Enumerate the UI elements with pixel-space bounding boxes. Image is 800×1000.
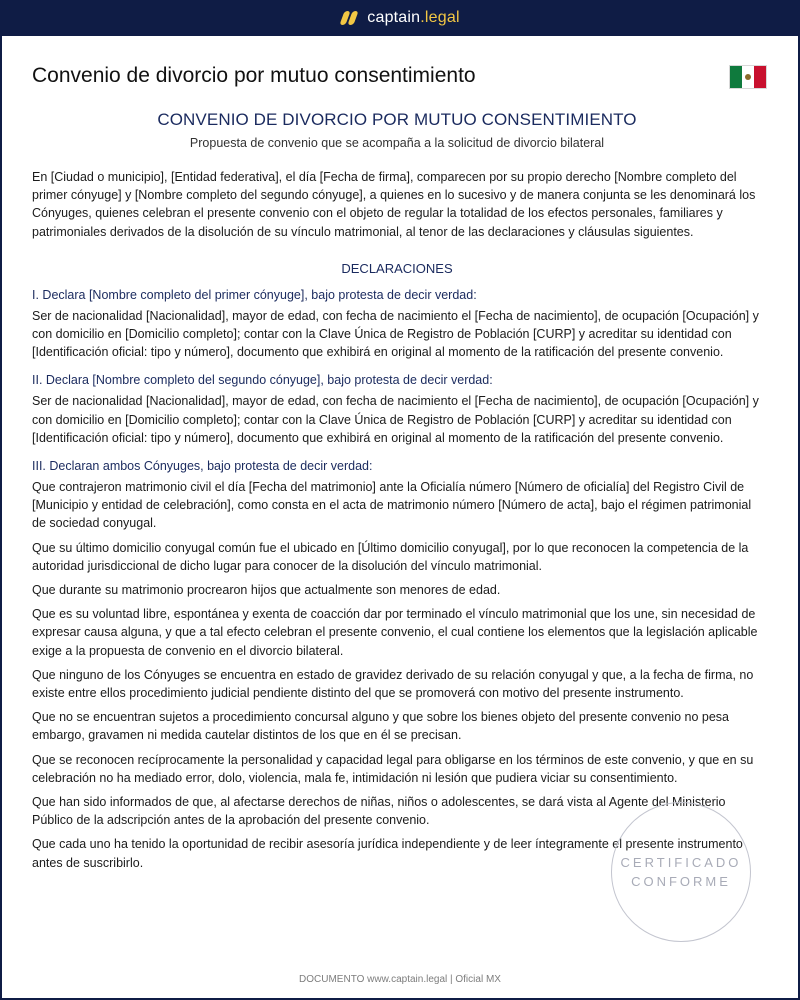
document-header [32, 64, 768, 94]
declaration-3-item: Que contrajeron matrimonio civil el día [Fecha del matrimonio] ante la Oficialía número [Número de oficialía] del Registro Civil de [Municipio y entidad de celebración], como consta en el acta de matrimonio número [Número de acta], bajo el régimen patrimonial de sociedad conyugal. [32, 480, 752, 531]
declaration-3-item: Que no se encuentran sujetos a procedimiento concursal alguno y que sobre los bienes objeto del presente convenio no pesa embargo, gravamen ni medida cautelar distintos de los que en él se precisan. [32, 710, 729, 743]
declaration-1-text: Ser de nacionalidad [Nacionalidad], mayor de edad, con fecha de nacimiento el [Fecha de nacimiento], de ocupación [Ocupación] y con domicilio en [Domicilio completo]; contar con la Clave Única de Registro de Población [CURP] y acreditar su identidad con [Identificación oficial: tipo y número], documento que exhibirá en original al momento de la ratificación del presente convenio. [32, 308, 759, 360]
document-body [32, 110, 762, 872]
declaration-3-item: Que cada uno ha tenido la oportunidad de recibir asesoría jurídica independiente y de leer íntegramente el presente instrumento antes de suscribirlo. [32, 837, 743, 870]
certification-stamp [611, 802, 751, 942]
brand-bar [0, 0, 800, 36]
declaration-3-item: Que durante su matrimonio procrearon hijos que actualmente son menores de edad. [32, 583, 501, 598]
declaration-3-item: Que su último domicilio conyugal común fue el ubicado en [Último domicilio conyugal], por lo que reconocen la competencia de la autoridad jurisdiccional de dicho lugar para conocer de la disolución del vínculo matrimonial. [32, 540, 749, 573]
document-heading: CONVENIO DE DIVORCIO POR MUTUO CONSENTIMIENTO [157, 110, 637, 129]
footer-text: DOCUMENTO www.captain.legal | Oficial MX [299, 974, 501, 985]
declaration-3-item: Que han sido informados de que, al afectarse derechos de niñas, niños o adolescentes, se dará vista al Agente del Ministerio Público de la adscripción antes de la aprobación del presente convenio. [32, 795, 726, 828]
declaration-3-item: Que se reconocen recíprocamente la personalidad y capacidad legal para obligarse en los términos de este convenio, y que en su celebración no ha mediado error, dolo, violencia, mala fe, intimidación ni lesión que pudiera viciar su consentimiento. [32, 752, 754, 785]
declaration-2-text: Ser de nacionalidad [Nacionalidad], mayor de edad, con fecha de nacimiento el [Fecha de nacimiento], de ocupación [Ocupación] y con domicilio en [Domicilio completo]; contar con la Clave Única de Registro de Población [CURP] y acreditar su identidad con [Identificación oficial: tipo y número], documento que exhibirá en original al momento de la ratificación del presente convenio. [32, 394, 759, 445]
intro-paragraph: En [Ciudad o municipio], [Entidad federativa], el día [Fecha de firma], comparecen por su propio derecho [Nombre completo del primer cónyuge] y [Nombre completo del segundo cónyuge], a quienes en lo sucesivo y de manera conjunta se les denominará los Cónyuges, quienes celebran el presente convenio con el objeto de regular la totalidad de los efectos personales, familiares y patrimoniales derivados de la disolución de su vínculo matrimonial, al tenor de las declaraciones y cláusulas siguientes. [32, 170, 756, 239]
declaration-3-item: Que es su voluntad libre, espontánea y exenta de coacción dar por terminado el vínculo matrimonial que los une, sin necesidad de expresar causa alguna, y que a tal efecto celebran el presente convenio, el cual contiene los elementos que la legislación aplicable exige a la propuesta de convenio en el divorcio bilateral. [32, 607, 758, 658]
document-title: Convenio de divorcio por mutuo consentimiento [32, 64, 476, 87]
declaration-3-item: Que ninguno de los Cónyuges se encuentra en estado de gravidez derivado de su relación conyugal y que, a la fecha de firma, no existe entre ellos procedimiento judicial pendiente distinto del que se promoverá con motivo del presente instrumento. [32, 667, 754, 701]
document-subheading: Propuesta de convenio que se acompaña a la solicitud de divorcio bilateral [189, 136, 605, 150]
declaration-3-heading: III. Declaran ambos Cónyuges, bajo protesta de decir verdad: [32, 459, 373, 474]
stamp-line-2: CONFORME [631, 874, 731, 889]
mexico-flag-icon [729, 65, 767, 89]
brand-name: captain.legal [367, 9, 460, 26]
section-title-declaraciones: DECLARACIONES [341, 260, 453, 276]
captain-legal-logo-icon [340, 11, 358, 25]
stamp-line-1: CERTIFICADO [620, 855, 742, 870]
declaration-2-heading: II. Declara [Nombre completo del segundo cónyuge], bajo protesta de decir verdad: [32, 373, 493, 388]
declaration-1-heading: I. Declara [Nombre completo del primer cónyuge], bajo protesta de decir verdad: [32, 287, 477, 302]
